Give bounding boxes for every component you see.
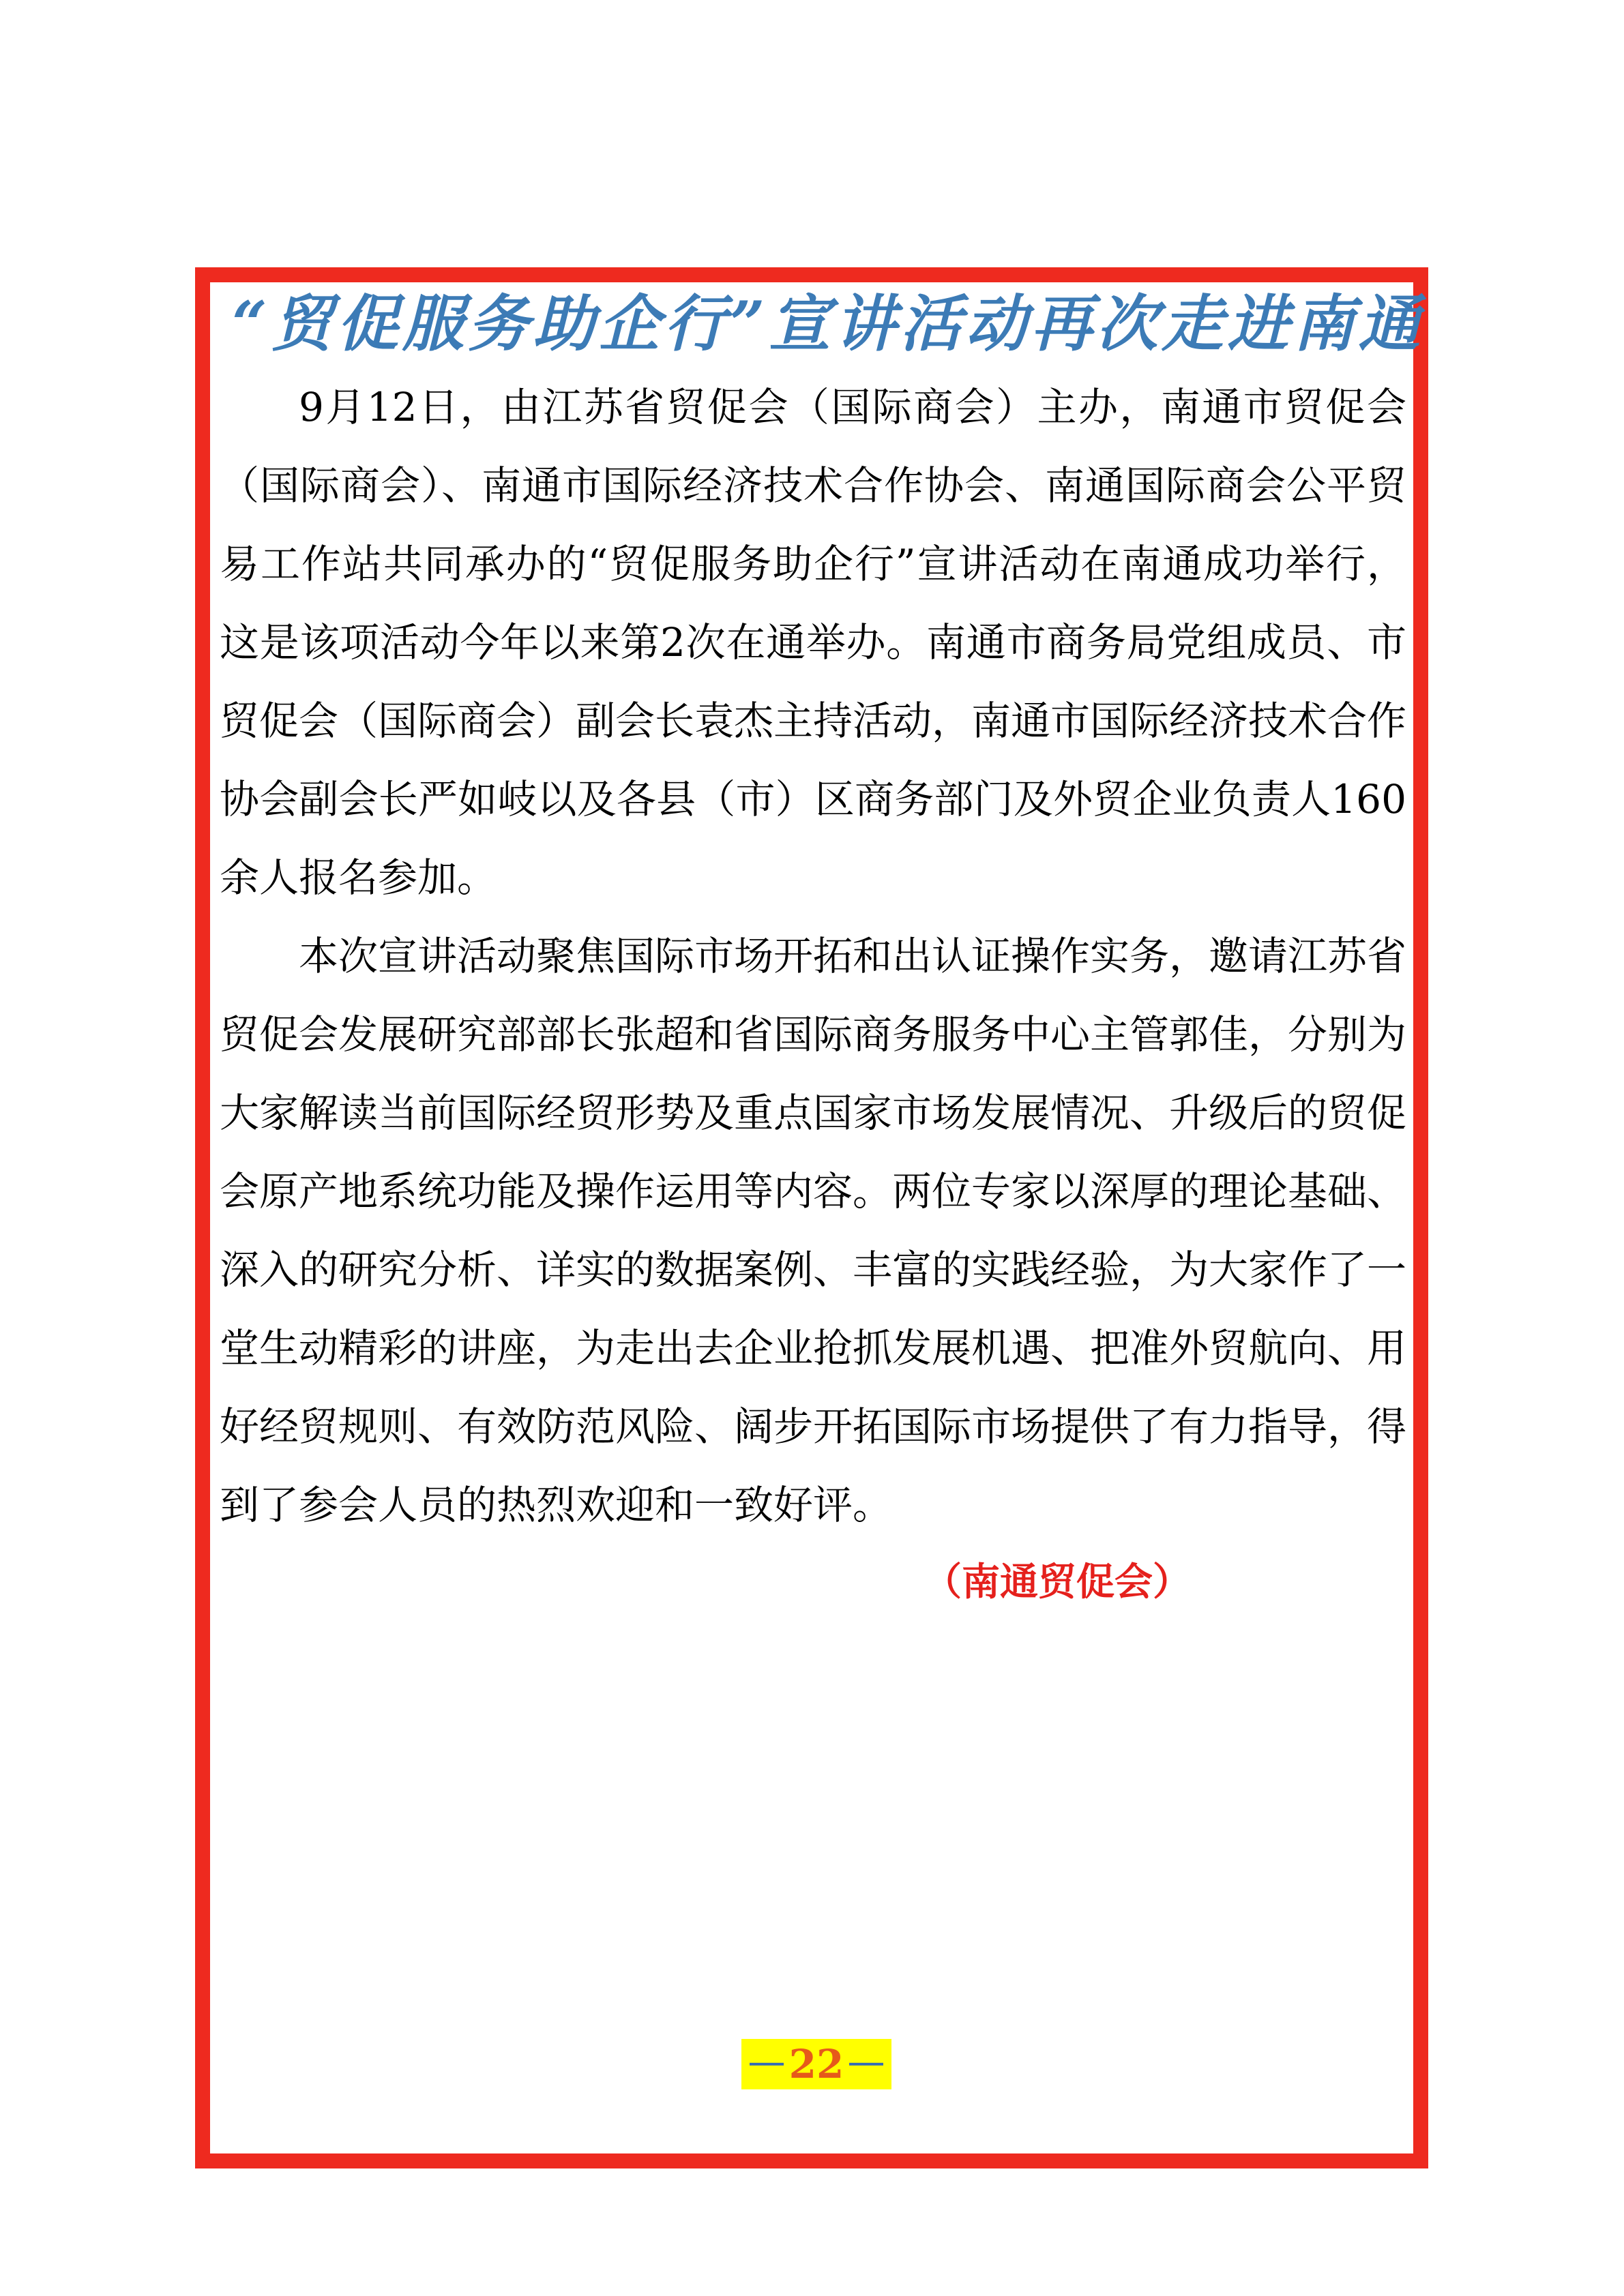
source-credit: （南通贸促会） (924, 1560, 1191, 1605)
dash-right-icon (849, 2063, 883, 2066)
article-title: “贸促服务助企行”宣讲活动再次走进南通 (232, 288, 1424, 360)
page-number-badge (741, 2039, 891, 2089)
article-paragraph: 9月12日，由江苏省贸促会（国际商会）主办，南通市贸促会（国际商会）、南通市国际经济技术合作协会、南通国际商会公平贸易工作站共同承办的“贸促服务助企行”宣讲活动在南通成功举行，这是该项活动今年以来第2次在通举办。南通市商务局党组成员、市贸促会（国际商会）副会长袁杰主持活动，南通市国际经济技术合作协会副会长严如岐以及各县（市）区商务部门及外贸企业负责人160余人报名参加。 (220, 384, 1407, 901)
page-number: 22 (788, 2041, 844, 2087)
article-body (220, 368, 1406, 1545)
article-paragraph: 本次宣讲活动聚焦国际市场开拓和出认证操作实务，邀请江苏省贸促会发展研究部部长张超和省国际商务服务中心主管郭佳，分别为大家解读当前国际经贸形势及重点国家市场发展情况、升级后的贸促会原产地系统功能及操作运用等内容。两位专家以深厚的理论基础、深入的研究分析、详实的数据案例、丰富的实践经验，为大家作了一堂生动精彩的讲座，为走出去企业抢抓发展机遇、把准外贸航向、用好经贸规则、有效防范风险、阔步开拓国际市场提供了有力指导，得到了参会人员的热烈欢迎和一致好评。 (220, 933, 1407, 1528)
dash-left-icon (750, 2063, 784, 2066)
